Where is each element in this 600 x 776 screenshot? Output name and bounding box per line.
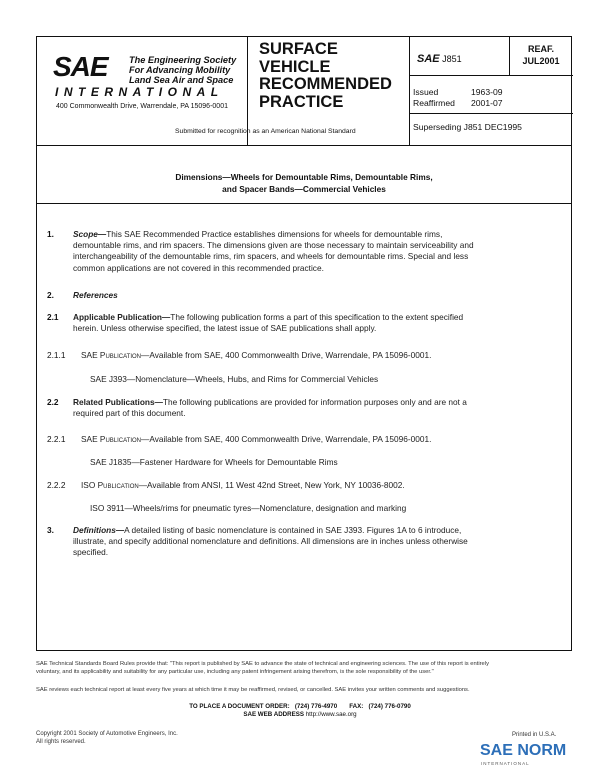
para-line: herein. Unless otherwise specified, the latest issue of SAE publications shall apply. [73,323,377,334]
logo-tagline-2: For Advancing Mobility [129,65,231,75]
superseding-note: Superseding J851 DEC1995 [413,122,522,132]
publication-source [81,434,431,445]
section-heading: Scope— [73,229,107,239]
para-line: common applications are not covered in this recommended practice. [73,262,324,273]
references-heading: References [73,290,118,300]
document-body [36,204,572,651]
para-line: The following publications are provided for information purposes only and are not a [162,397,467,407]
reaffirmed-value: 2001-07 [471,98,503,108]
doc-type-line: SURFACE [259,40,338,58]
para-line: required part of this document. [73,408,186,419]
printed-note: Printed in U.S.A. [512,732,557,738]
document-number [417,53,462,65]
revision-label: REAF. [527,44,554,54]
reference-item: SAE J1835—Fastener Hardware for Wheels for Demountable Rims [90,457,338,467]
publication-source [81,480,405,491]
applicable-publication-paragraph [73,312,563,334]
submitted-note: Submitted for recognition as an American National Standard [175,128,356,135]
section-number: 1. [47,229,54,239]
para-line: This SAE Recommended Practice establishes dimensions for wheels for demountable rims, [106,229,443,239]
publication-label: SAE Publication [81,434,142,444]
document-header [36,36,572,146]
para-line: demountable rims, and rim spacers. The dimensions given are those necessary to maintain serviceability and [73,240,474,251]
section-number: 2.2 [47,397,59,407]
section-heading: Related Publications— [73,397,163,407]
section-number: 2.1 [47,312,59,322]
para-line: interchangeability of the demountable rims, rim spacers, and wheels for demountable rims. Special and less [73,251,469,262]
order-info [0,703,600,719]
revision-status [509,43,573,67]
document-type [259,41,392,111]
logo-tagline-1: The Engineering Society [129,55,237,65]
web-address-link[interactable]: http://www.sae.org [305,711,357,718]
document-dates [413,87,503,109]
title-line: and Spacer Bands—Commercial Vehicles [222,184,386,194]
publication-label: SAE Publication [81,350,142,360]
section-number: 2.1.1 [47,350,66,360]
publication-address: —Available from SAE, 400 Commonwealth Drive, Warrendale, PA 15096-0001. [141,350,432,360]
section-number: 2.2.2 [47,480,66,490]
footer-line: voluntary, and its applicability and suitability for any particular use, including any patent infringement arising therefrom, is the sole responsibility of the user." [36,668,434,675]
publication-address: —Available from SAE, 400 Commonwealth Drive, Warrendale, PA 15096-0001. [141,434,432,444]
watermark-subtext: INTERNATIONAL [481,761,530,766]
document-title [37,171,571,195]
publication-address: —Available from ANSI, 11 West 42nd Street, New York, NY 10036-8002. [138,480,405,490]
header-rule [409,75,573,76]
scope-paragraph [73,229,563,274]
publication-source [81,350,431,361]
copyright-notice [36,730,178,746]
reference-item: SAE J393—Nomenclature—Wheels, Hubs, and Rims for Commercial Vehicles [90,374,379,384]
fax-number: (724) 776-0790 [368,703,411,710]
section-heading: Applicable Publication— [73,312,171,322]
definitions-paragraph [73,525,563,559]
issued-value: 1963-09 [471,87,503,97]
doc-type-line: VEHICLE [259,57,331,76]
header-divider [409,37,410,145]
para-line: illustrate, and specify additional nomenclature and definitions. All dimensions are in inches unless otherwise [73,536,468,547]
copyright-line: Copyright 2001 Society of Automotive Engineers, Inc. [36,731,178,737]
sae-logo-mark: SAE [53,51,108,82]
logo-international: INTERNATIONAL [55,85,224,99]
doc-number-value: J851 [442,54,462,64]
doc-type-line: PRACTICE [259,92,344,111]
rights-line: All rights reserved. [36,739,86,745]
related-publications-paragraph [73,397,563,419]
section-number: 2. [47,290,54,300]
order-label: TO PLACE A DOCUMENT ORDER: [189,703,290,710]
reference-item: ISO 3911—Wheels/rims for pneumatic tyres—Nomenclature, designation and marking [90,503,407,513]
watermark-logo: SAE NORM [480,742,567,759]
footer-line: SAE Technical Standards Board Rules provide that: "This report is published by SAE to advance the state of technical and engineering sciences. The use of this report is entirely [36,661,489,667]
sae-address: 400 Commonwealth Drive, Warrendale, PA 15096-0001 [56,103,228,110]
para-line: The following publication forms a part of this specification to the extent specified [170,312,464,322]
order-phone: (724) 776-4970 [294,703,338,710]
fax-label: FAX: [349,703,364,710]
para-line: specified. [73,547,109,558]
revision-date: JUL2001 [522,56,560,66]
section-heading: Definitions— [73,525,125,535]
section-heading [73,290,118,301]
doc-brand: SAE [417,53,440,65]
section-number: 2.2.1 [47,434,66,444]
web-label: SAE WEB ADDRESS [243,711,304,718]
section-number: 3. [47,525,54,535]
reaffirmed-label: Reaffirmed [413,98,455,108]
document-title-box [36,146,572,204]
header-rule [409,113,573,114]
logo-tagline-3: Land Sea Air and Space [129,75,234,85]
issued-label: Issued [413,87,439,97]
publication-label: ISO Publication [81,480,139,490]
review-note: SAE reviews each technical report at least every five years at which time it may be reaffirmed, revised, or cancelled. SAE invites your written comments and suggestions. [36,687,470,693]
doc-type-line: RECOMMENDED [259,75,392,93]
logo-tagline [129,55,269,85]
title-line: Dimensions—Wheels for Demountable Rims, Demountable Rims, [175,172,433,182]
para-line: A detailed listing of basic nomenclature is contained in SAE J393. Figures 1A to 6 introduce, [124,525,462,535]
technical-board-rules [36,661,572,676]
